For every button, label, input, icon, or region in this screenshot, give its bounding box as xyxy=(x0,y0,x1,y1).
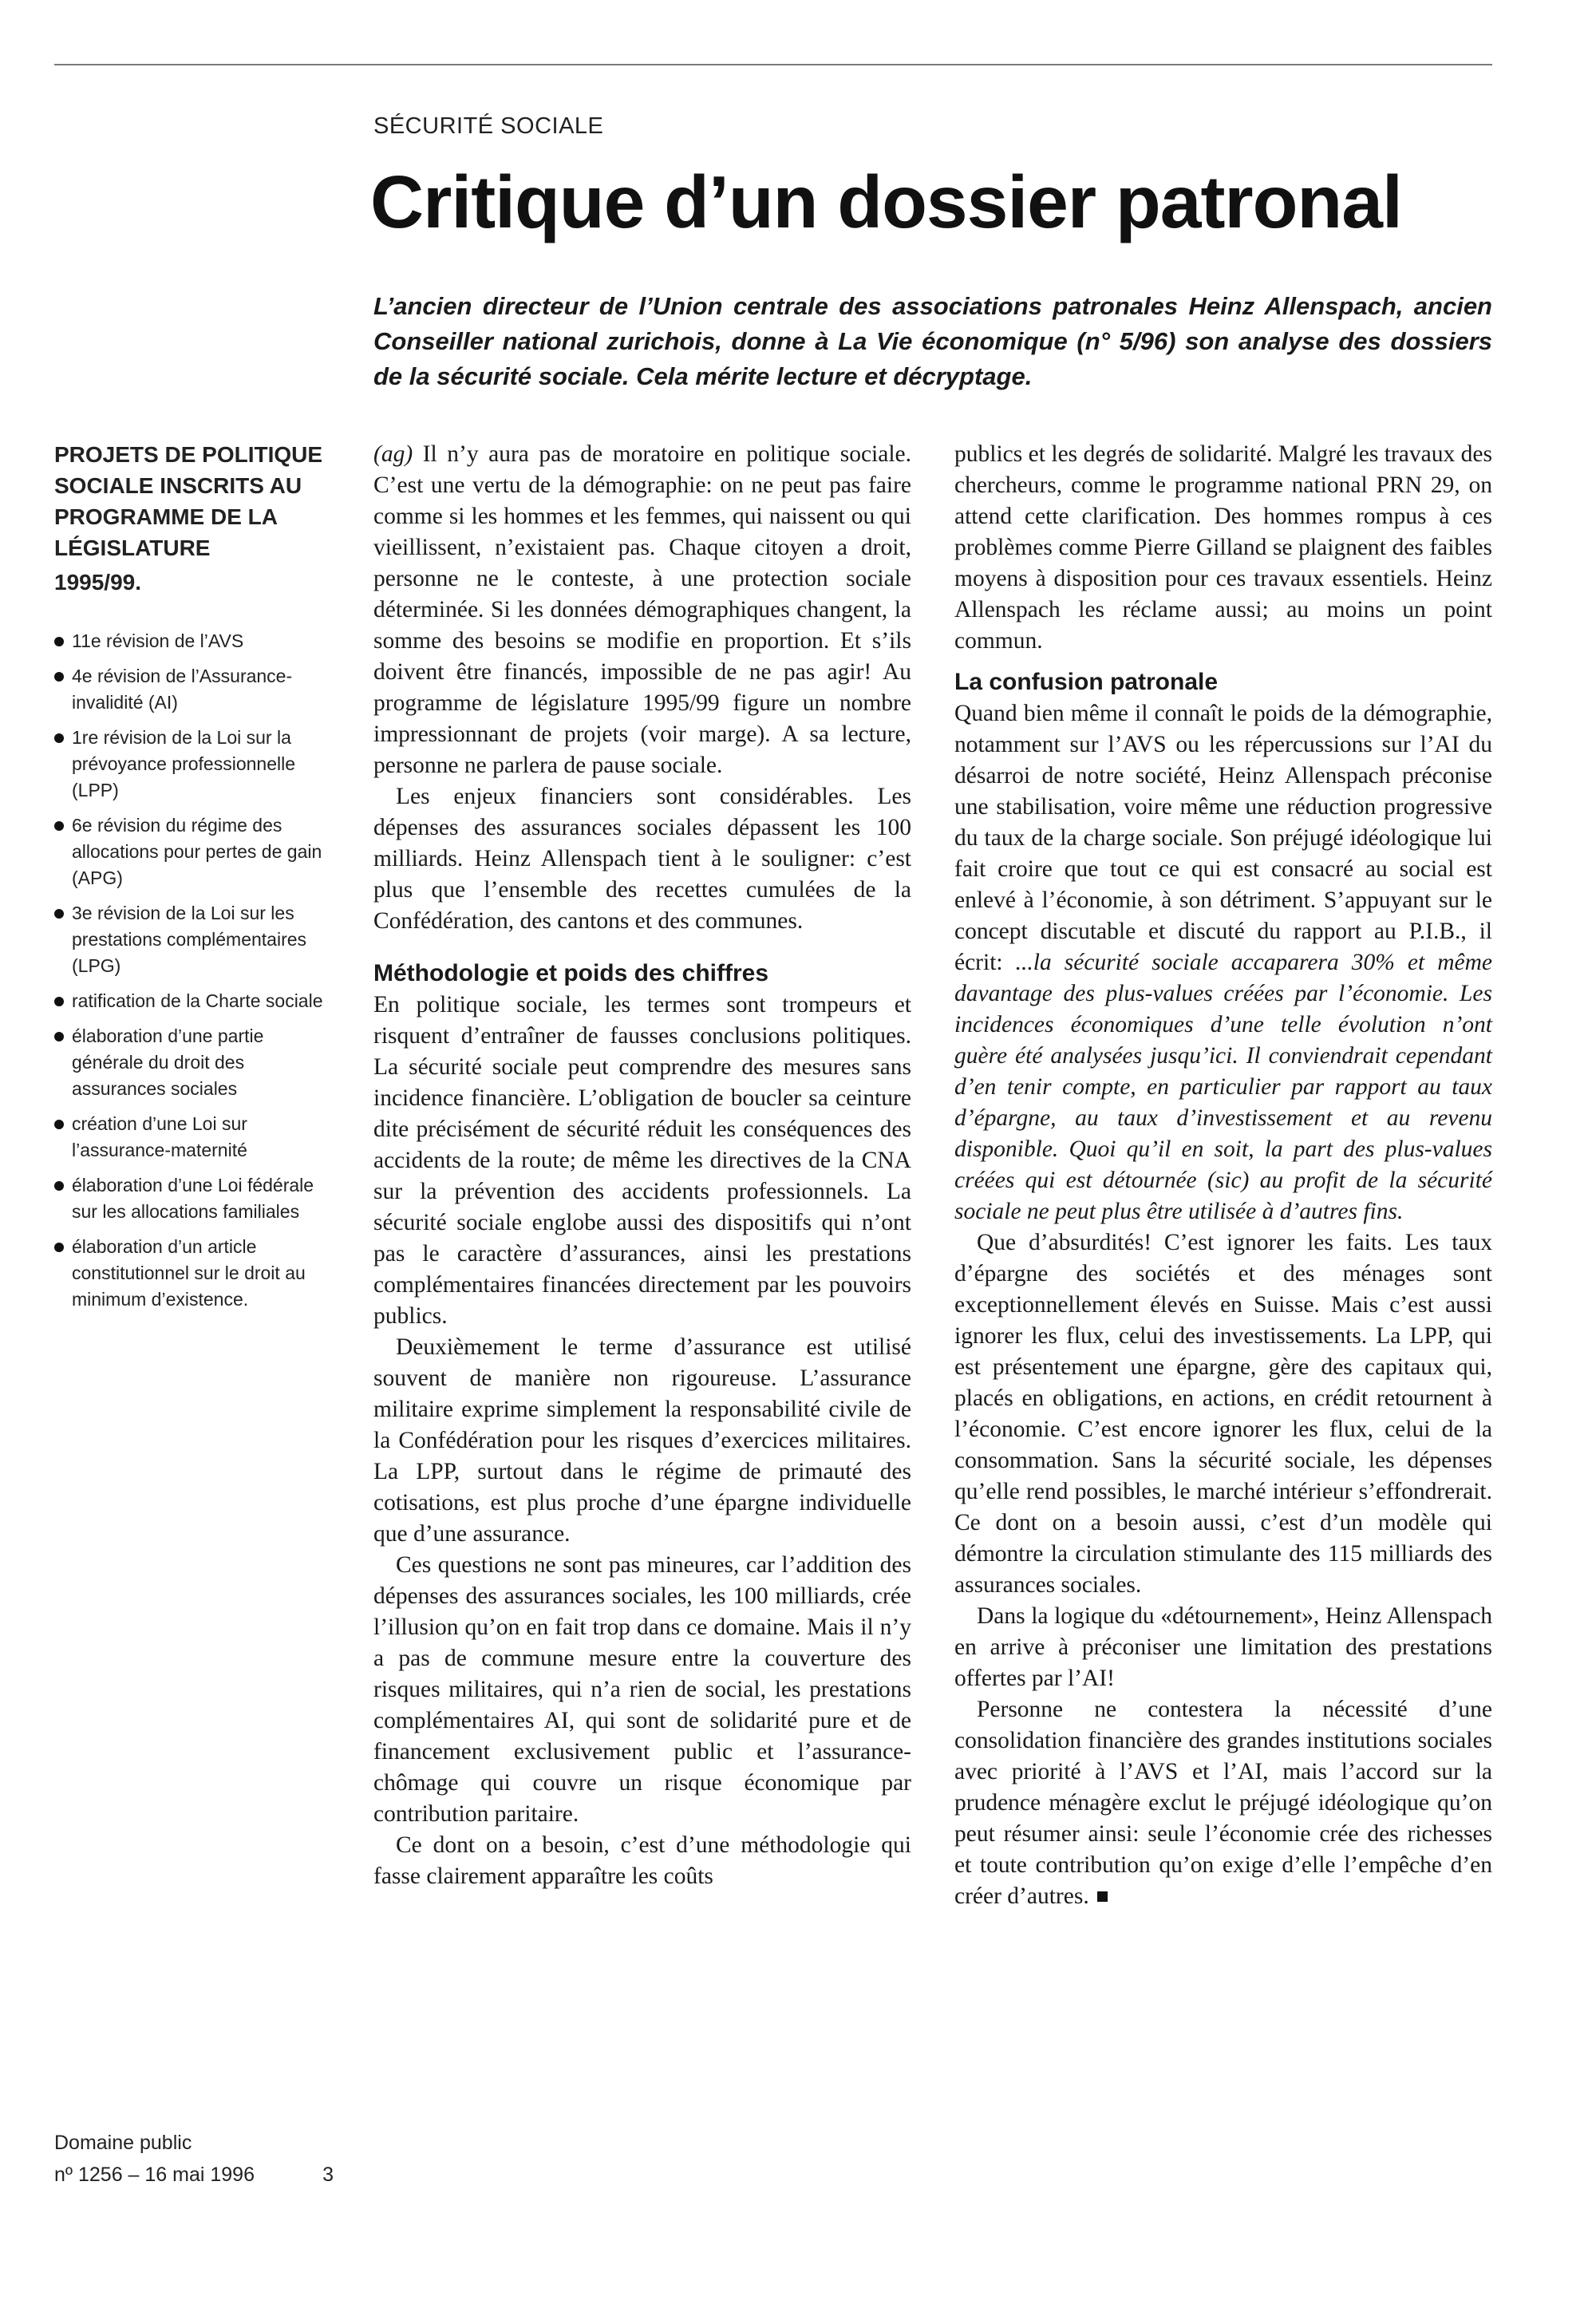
paragraph: Que d’absurdités! C’est ignorer les faits. Les taux d’épargne des sociétés et des ménages sont exceptionnellement élevés en Suisse. Mais c’est aussi ignorer les flux, celui des investissements. La LPP, qui est présentement une épargne, gère des capitaux qui, placés en obligations, en actions, en crédit retournent à l’économie. C’est encore ignorer les flux, celui de la consommation. Sans la sécurité sociale, les dépenses qu’elle rend possibles, le marché intérieur s’effondrerait. Ce dont on a besoin aussi, c’est d’un modèle qui démontre la circulation stimulante des 115 milliards des assurances sociales. xyxy=(954,1230,1492,1598)
article-lede: L’ancien directeur de l’Union centrale des associations patronales Heinz Allenspach, ancien Conseiller national zurichois, donne à La Vie économique (n° 5/96) son analyse des dossiers de la sécurité sociale. Cela mérite lecture et décryptage. xyxy=(373,292,1492,390)
list-item: élaboration d’une partie générale du droit des assurances sociales xyxy=(54,1023,326,1102)
paragraph: Quand bien même il connaît le poids de la démographie, notamment sur l’AVS ou les répercussions sur l’AI du désarroi de notre société, Heinz Allenspach préconise une stabilisation, voire même une réduction progressive du taux de la charge sociale. Son préjugé idéologique lui fait croire que tout ce qui est consacré au social est enlevé à l’économie, à son détriment. S’appuyant sur le concept discutable et discuté du rapport au P.I.B., il écrit: ...la sécurité sociale accaparera 30% et même davantage des plus-values créées par l’économie. Les incidences économiques d’une telle évolution n’ont guère été analysées jusqu’ici. Il conviendrait cependant d’en tenir compte, en particulier par rapport au taux d’épargne, au taux d’investissement et au revenu disponible. Quoi qu’il en soit, la part des plus-values créées qui est détournée (sic) au profit de la sécurité sociale ne peut plus être utilisée à d’autres fins. xyxy=(954,701,1492,1224)
author-tag: (ag) xyxy=(373,441,413,467)
paragraph: Ces questions ne sont pas mineures, car l’addition des dépenses des assurances sociales, les 100 milliards, crée l’illusion qu’on en fait trop dans ce domaine. Mais il n’y a pas de commune mesure entre la couverture des risques militaires, qui n’a rien de social, les prestations complémentaires AI, qui sont de solidarité pure et de financement exclusivement public et l’assurance-chômage qui couvre un risque économique par contribution paritaire. xyxy=(373,1552,911,1827)
page-footer xyxy=(54,2127,334,2191)
paragraph: Personne ne contestera la nécessité d’une consolidation financière des grandes institutions sociales avec priorité à l’AVS et l’AI, mais l’accord sur la prudence ménagère exclut le préjugé idéologique qu’on peut résumer ainsi: seule l’économie crée des richesses et toute contribution qu’on exige d’elle l’empêche d’en créer d’autres. xyxy=(954,1697,1492,1909)
paragraph: En politique sociale, les termes sont trompeurs et risquent d’entraîner de fausses conclusions politiques. La sécurité sociale peut comprendre des mesures sans incidence financière. L’obligation de boucler sa ceinture dite précisément de sécurité réduit les conséquences des accidents de la route; de même les directives de la CNA sur la prévention des accidents professionnels. La sécurité sociale englobe aussi des dispositifs qui n’ont pas le caractère d’assurances, ainsi les prestations complémentaires financées directement par les pouvoirs publics. xyxy=(373,992,911,1329)
paragraph: Dans la logique du «détournement», Heinz Allenspach en arrive à préconiser une limitation des prestations offertes par l’AI! xyxy=(954,1603,1492,1691)
list-item: 6e révision du régime des allocations pour pertes de gain (APG) xyxy=(54,812,326,891)
sidebar-heading: PROJETS DE POLITIQUE SOCIALE INSCRITS AU PROGRAMME DE LA LÉGISLATURE xyxy=(54,442,323,560)
paragraph: Ce dont on a besoin, c’est d’une méthodologie qui fasse clairement apparaître les coûts xyxy=(373,1832,911,1889)
list-item: 4e révision de l’Assurance-invalidité (AI) xyxy=(54,663,326,716)
paragraph: Deuxièmement le terme d’assurance est utilisé souvent de manière non rigoureuse. L’assurance militaire exprime simplement la responsabilité civile de la Confédération pour les risques d’exercices militaires. La LPP, surtout dans le régime de primauté des cotisations, est plus proche d’une épargne individuelle que d’une assurance. xyxy=(373,1334,911,1547)
quoted-passage: ...la sécurité sociale accaparera 30% et même davantage des plus-values créées par l’économie. Les incidences économiques d’une telle évolution n’ont guère été analysées jusqu’ici. Il conviendrait cependant d’en tenir compte, en particulier par rapport au taux d’épargne, au taux d’investissement et au revenu disponible. Quoi qu’il en soit, la part des plus-values créées qui est détournée (sic) au profit de la sécurité sociale ne peut plus être utilisée à d’autres fins. xyxy=(954,950,1492,1224)
list-item: 1re révision de la Loi sur la prévoyance professionnelle (LPP) xyxy=(54,725,326,804)
section-label: SÉCURITÉ SOCIALE xyxy=(373,113,604,139)
paragraph: publics et les degrés de solidarité. Malgré les travaux des chercheurs, comme le programme national PRN 29, on attend cette clarification. Des hommes rompus à ces problèmes comme Pierre Gilland se plaignent des faibles moyens à disposition pour ces travaux essentiels. Heinz Allenspach les réclame aussi; au moins un point commun. xyxy=(954,441,1492,654)
paragraph: Les enjeux financiers sont considérables. Les dépenses des assurances sociales dépassent les 100 milliards. Heinz Allenspach tient à le souligner: c’est plus que l’ensemble des recettes cumulées de la Confédération, des cantons et des communes. xyxy=(373,784,911,934)
body-column-1 xyxy=(373,439,911,1892)
article-title: Critique d’un dossier patronal xyxy=(370,160,1402,243)
subheading: Méthodologie et poids des chiffres xyxy=(373,960,769,986)
footer-issue-line xyxy=(54,2159,334,2191)
issue-info: nº 1256 – 16 mai 1996 xyxy=(54,2164,255,2186)
sidebar-list xyxy=(54,628,326,1313)
body-column-2 xyxy=(954,439,1492,1912)
end-of-article-mark xyxy=(1097,1891,1108,1902)
page-number: 3 xyxy=(322,2164,334,2186)
list-item: ratification de la Charte sociale xyxy=(54,988,326,1014)
publication-name: Domaine public xyxy=(54,2132,192,2154)
list-item: élaboration d’une Loi fédérale sur les allocations familiales xyxy=(54,1172,326,1225)
subheading: La confusion patronale xyxy=(954,669,1219,695)
sidebar-period: 1995/99. xyxy=(54,570,141,595)
sidebar xyxy=(54,439,326,1322)
header-rule xyxy=(54,64,1492,65)
list-item: 11e révision de l’AVS xyxy=(54,628,326,654)
paragraph: (ag) Il n’y aura pas de moratoire en politique sociale. C’est une vertu de la démographie: on ne peut pas faire comme si les hommes et les femmes, qui naissent ou qui vieillissent, n’existaient pas. Chaque citoyen a droit, personne ne le conteste, à une protection sociale déterminée. Si les données démographiques changent, la somme des besoins se modifie en proportion. Et s’ils doivent être financés, impossible de ne pas agir! Au programme de législature 1995/99 figure un nombre impressionnant de projets (voir marge). A sa lecture, personne ne parlera de pause sociale. xyxy=(373,441,911,778)
list-item: création d’une Loi sur l’assurance-maternité xyxy=(54,1111,326,1164)
list-item: 3e révision de la Loi sur les prestations complémentaires (LPG) xyxy=(54,900,326,979)
list-item: élaboration d’un article constitutionnel sur le droit au minimum d’existence. xyxy=(54,1234,326,1313)
